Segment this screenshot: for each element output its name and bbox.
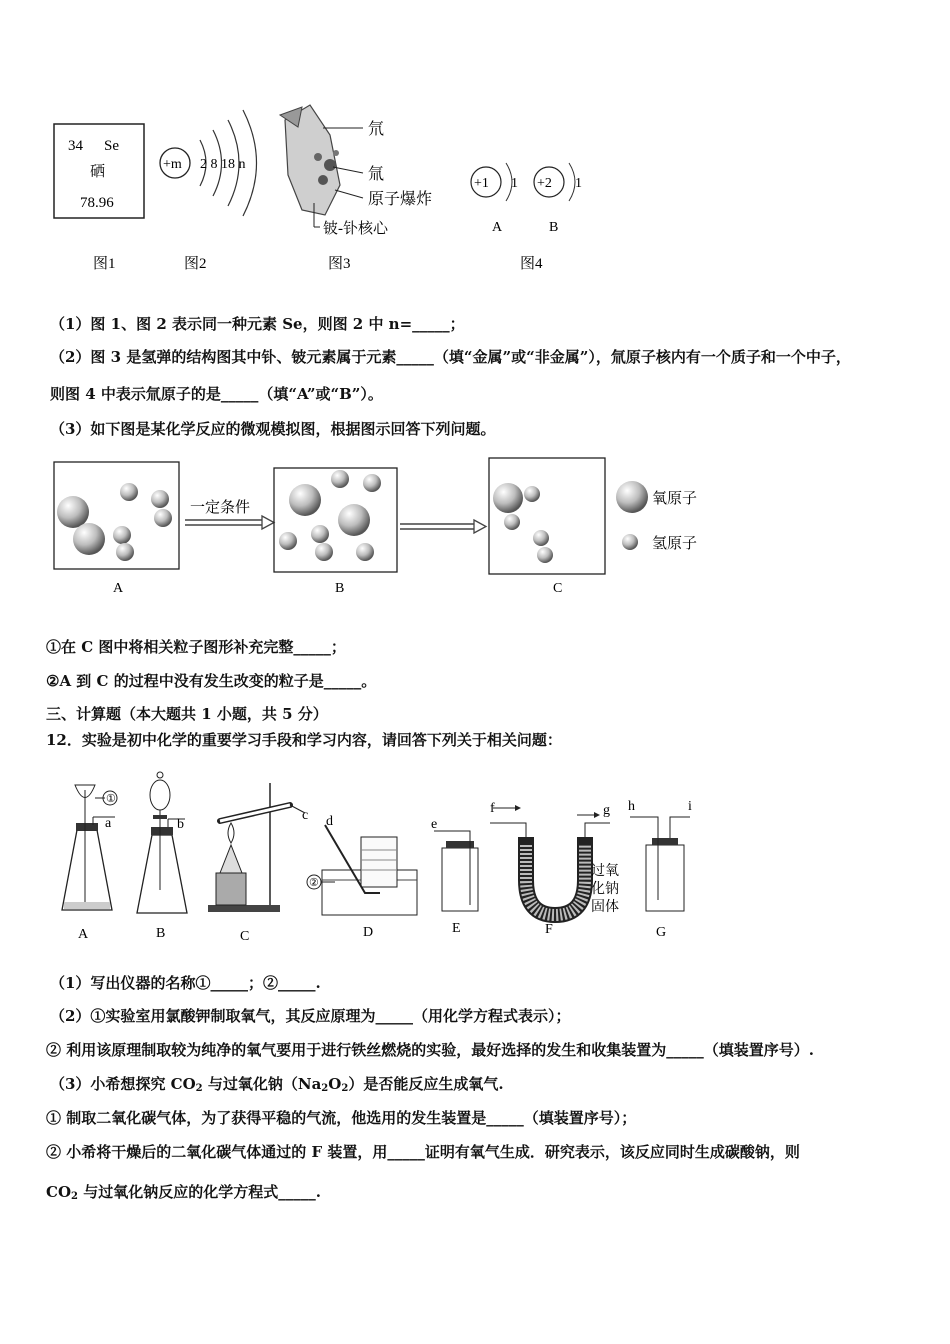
arrow-2 [474,520,486,533]
q12-part3-c-post: 与过氧化钠反应的化学方程式_____. [77,1183,321,1201]
port-a: a [105,816,112,831]
atom-b-charge: +2 [537,176,552,191]
q11-part2-b: 则图 4 中表示氚原子的是_____（填“A”或“B”）。 [50,385,383,403]
label-c: C [240,929,250,944]
port-e: e [431,817,438,832]
hydrogen-atom [113,526,131,544]
label-deuterium: 氚 [368,166,385,183]
label-tritium: 氘 [368,121,385,138]
atom-b-electron: 1 [575,176,582,191]
se-mass: 78.96 [80,195,114,211]
q12-part3-mid: 与过氧化钠（Na [202,1075,322,1093]
legend-oxygen-icon [616,481,648,513]
apparatus-figure [50,765,710,945]
q12-part3-b: ② 小希将干燥后的二氧化碳气体通过的 F 装置，用_____证明有氧气生成．研究表示，该反应同时生成碳酸钠，则 [46,1143,800,1161]
q12-part3-pre: （3）小希想探究 CO [50,1075,196,1093]
q12-part3-a: ① 制取二氧化碳气体，为了获得平稳的气流，他选用的发生装置是_____（填装置序号）； [46,1109,637,1127]
oxygen-atom [493,483,523,513]
label-b: B [156,926,166,941]
legend-oxygen: 氧原子 [652,491,698,507]
label-explosion: 原子爆炸 [368,191,433,208]
legend-hydrogen-icon [622,534,638,550]
q12-part3 [50,1073,504,1094]
na2o2-label-1: 过氧 [591,864,619,879]
atom-a-label: A [492,220,503,235]
hydrogen-atom [363,474,381,492]
q12-part3-sub1: 2 [195,1083,203,1094]
arrow-1 [262,516,274,529]
circle-1: ① [106,793,116,805]
q12-stem: 12．实验是初中化学的重要学习手段和学习内容，请回答下列关于相关问题： [46,731,562,749]
q12-part1: （1）写出仪器的名称①_____；②_____. [50,974,321,992]
se-nucleus-charge: +m [163,157,182,172]
apparatus-d [307,825,417,915]
hydrogen-atom [116,543,134,561]
hydrogen-atom [151,490,169,508]
q11-part1: （1）图 1、图 2 表示同一种元素 Se，则图 2 中 n=_____； [50,315,465,333]
label-core: 铍-钋核心 [323,221,388,237]
apparatus-b [137,772,187,913]
q12-part3-sub2: 2 [321,1083,329,1094]
apparatus-c [208,783,305,912]
port-c: c [302,808,309,823]
box-c-label: C [553,581,563,596]
hydrogen-atom [504,514,520,530]
caption-fig4: 图4 [520,256,543,272]
section-title: 三、计算题（本大题共 1 小题，共 5 分） [46,705,328,723]
hydrogen-atom [331,470,349,488]
hydrogen-atom [533,530,549,546]
caption-fig1: 图1 [93,256,116,272]
port-d: d [326,814,333,829]
atom-b-label: B [549,220,559,235]
circle-2: ② [309,877,319,889]
port-f: f [490,801,495,816]
atom-a-charge: +1 [474,176,489,191]
q11-sub2: ②A 到 C 的过程中没有发生改变的粒子是_____。 [46,672,377,690]
label-g: G [656,925,667,940]
hydrogen-atom [315,543,333,561]
q12-part2-b: ② 利用该原理制取较为纯净的氧气要用于进行铁丝燃烧的实验，最好选择的发生和收集装置为_____（填装置序号）. [46,1041,814,1059]
apparatus-e [434,831,478,911]
hydrogen-atom [120,483,138,501]
oxygen-atom [338,504,370,536]
apparatus-g [630,817,690,911]
apparatus-f [490,805,610,915]
top-figures [40,95,660,280]
hydrogen-atom [154,509,172,527]
q11-sub1: ①在 C 图中将相关粒子图形补充完整_____； [46,638,346,656]
arrow-condition: 一定条件 [190,500,251,516]
se-shells: 2 8 18 n [200,157,246,172]
hydrogen-atom [537,547,553,563]
oxygen-atom [57,496,89,528]
hydrogen-bomb-drawing [280,105,363,227]
q12-part3-sub3: 2 [341,1083,349,1094]
caption-fig3: 图3 [328,256,351,272]
q12-part3-post: ）是否能反应生成氧气. [348,1075,504,1093]
atom-a-electron: 1 [511,176,518,191]
hydrogen-atom [279,532,297,550]
oxygen-atom [73,523,105,555]
label-e: E [452,921,461,936]
box-a-label: A [113,581,124,596]
box-b-label: B [335,581,345,596]
port-i: i [688,799,692,814]
oxygen-atom [289,484,321,516]
se-name: 硒 [90,164,106,180]
label-a: A [78,927,89,942]
q12-part3-c-pre: CO [46,1183,72,1201]
q11-part2-a: （2）图 3 是氢弹的结构图其中钋、铍元素属于元素_____（填“金属”或“非金属”），氚原子核内有一个质子和一个中子， [50,348,851,366]
port-b: b [177,817,184,832]
q12-part2-a: （2）①实验室用氯酸钾制取氧气，其反应原理为_____（用化学方程式表示）； [50,1007,571,1025]
reaction-figure [40,455,740,605]
q12-part3-c-sub: 2 [71,1191,78,1202]
hydrogen-atom [524,486,540,502]
hydrogen-atom [356,543,374,561]
na2o2-label-2: 化钠 [591,882,619,897]
caption-fig2: 图2 [184,256,207,272]
port-g: g [603,803,610,818]
port-h: h [628,799,635,814]
q11-part3: （3）如下图是某化学反应的微观模拟图，根据图示回答下列问题。 [50,420,496,438]
na2o2-label-3: 固体 [591,900,619,915]
se-symbol: Se [104,138,119,154]
label-f: F [545,922,553,937]
q12-part3-c [46,1181,321,1202]
se-number: 34 [68,138,83,154]
q12-part3-o: O [328,1075,342,1093]
legend-hydrogen: 氢原子 [652,536,698,552]
hydrogen-atom [311,525,329,543]
label-d: D [363,925,374,940]
